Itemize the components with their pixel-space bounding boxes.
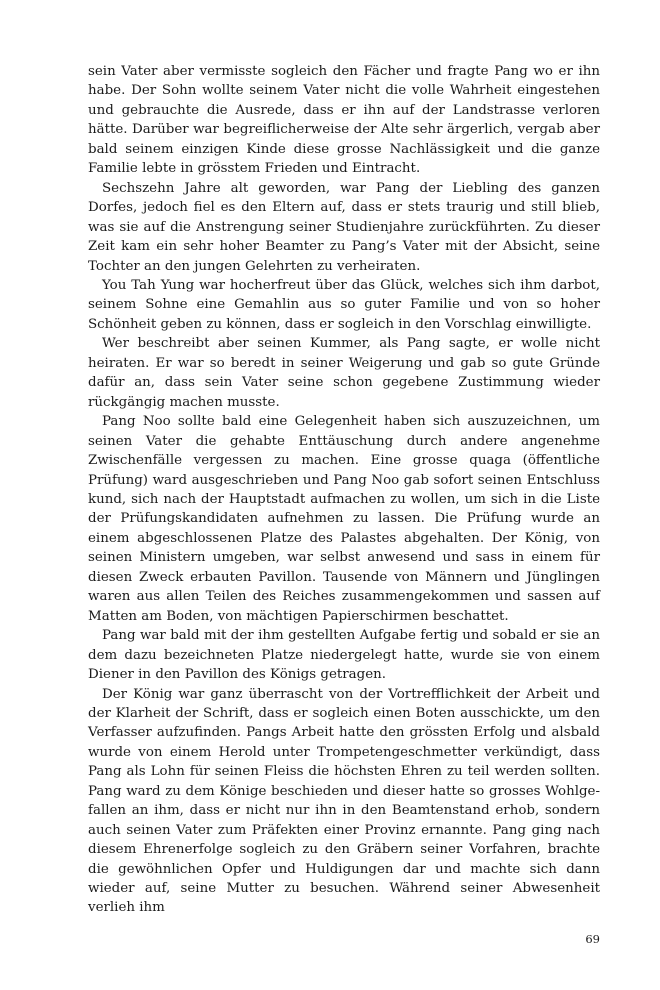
paragraph-6: Pang war bald mit der ihm gestellten Aufgabe fertig und sobald er sie an dem dazu bezeichneten Platze niedergelegt hatte, wurde sie von einem Diener in den Pavillon des Königs getragen.	[88, 628, 600, 683]
page-body	[88, 62, 600, 918]
paragraph-5: Pang Noo sollte bald eine Gelegenheit haben sich auszuzeichnen, um seinen Vater die gehabte Enttäuschung durch andere angenehme Zwischenfälle vergessen zu machen. Eine grosse quaga (öffentliche Prüfung) ward ausgeschrieben und Pang Noo gab sofort seinen Entschluss kund, sich nach der Hauptstadt aufmachen zu wollen, um sich in die Liste der Prüfungskandidaten aufnehmen zu lassen. Die Prüfung wurde an einem abgeschlossenen Platze des Palastes abgehalten. Der König, von seinen Ministern umgeben, war selbst anwesend und sass in einem für diesen Zweck erbauten Pavillon. Tausende von Männern und Jünglingen waren aus allen Teilen des Reiches zusammengekommen und sassen auf Matten am Boden, von mächtigen Papierschirmen beschattet.	[88, 414, 600, 624]
page-number: 69	[585, 932, 600, 946]
paragraph-7: Der König war ganz überrascht von der Vortrefflichkeit der Arbeit und der Klarheit der Schrift, dass er sogleich einen Boten ausschickte, um den Verfasser aufzufinden. Pangs Arbeit hatte den grössten Erfolg und alsbald wurde von einem Herold unter Trompetengeschmetter verkündigt, dass Pang als Lohn für seinen Fleiss die höchsten Ehren zu teil werden sollten. Pang ward zu dem Könige beschieden und dieser hatte so grosses Wohlgefallen an ihm, dass er nicht nur ihn in den Beamtenstand erhob, sondern auch seinen Vater zum Präfekten einer Provinz ernannte. Pang ging nach diesem Ehrenerfolge sogleich zu den Gräbern seiner Vorfahren, brachte die gewöhnlichen Opfer und Huldigungen dar und machte sich dann wieder auf, seine Mutter zu besuchen. Während seiner Abwesenheit verlieh ihm	[88, 686, 600, 916]
paragraph-2: Sechszehn Jahre alt geworden, war Pang der Liebling des ganzen Dorfes, jedoch fiel es den Eltern auf, dass er stets traurig und still blieb, was sie auf die Anstrengung seiner Studienjahre zurückführten. Zu dieser Zeit kam ein sehr hoher Beamter zu Pang’s Vater mit der Absicht, seine Tochter an den jungen Gelehrten zu verheiraten.	[88, 180, 600, 274]
paragraph-1: sein Vater aber vermisste sogleich den Fächer und fragte Pang wo er ihn habe. Der Sohn wollte seinem Vater nicht die volle Wahrheit eingestehen und gebrauchte die Ausrede, dass er ihn auf der Landstrasse verloren hätte. Darüber war begreiflicherweise der Alte sehr ärgerlich, vergab aber bald seinem einzigen Kinde diese grosse Nachlässigkeit und die ganze Familie lebte in grösstem Frieden und Eintracht.	[88, 64, 600, 177]
paragraph-3: You Tah Yung war hocherfreut über das Glück, welches sich ihm darbot, seinem Sohne eine Gemahlin aus so guter Familie und von so hoher Schönheit geben zu können, dass er sogleich in den Vorschlag einwilligte.	[88, 277, 600, 332]
paragraph-4: Wer beschreibt aber seinen Kummer, als Pang sagte, er wolle nicht heiraten. Er war so beredt in seiner Weigerung und gab so gute Gründe dafür an, dass sein Vater seine schon gegebene Zustimmung wieder rückgängig machen musste.	[88, 336, 600, 410]
